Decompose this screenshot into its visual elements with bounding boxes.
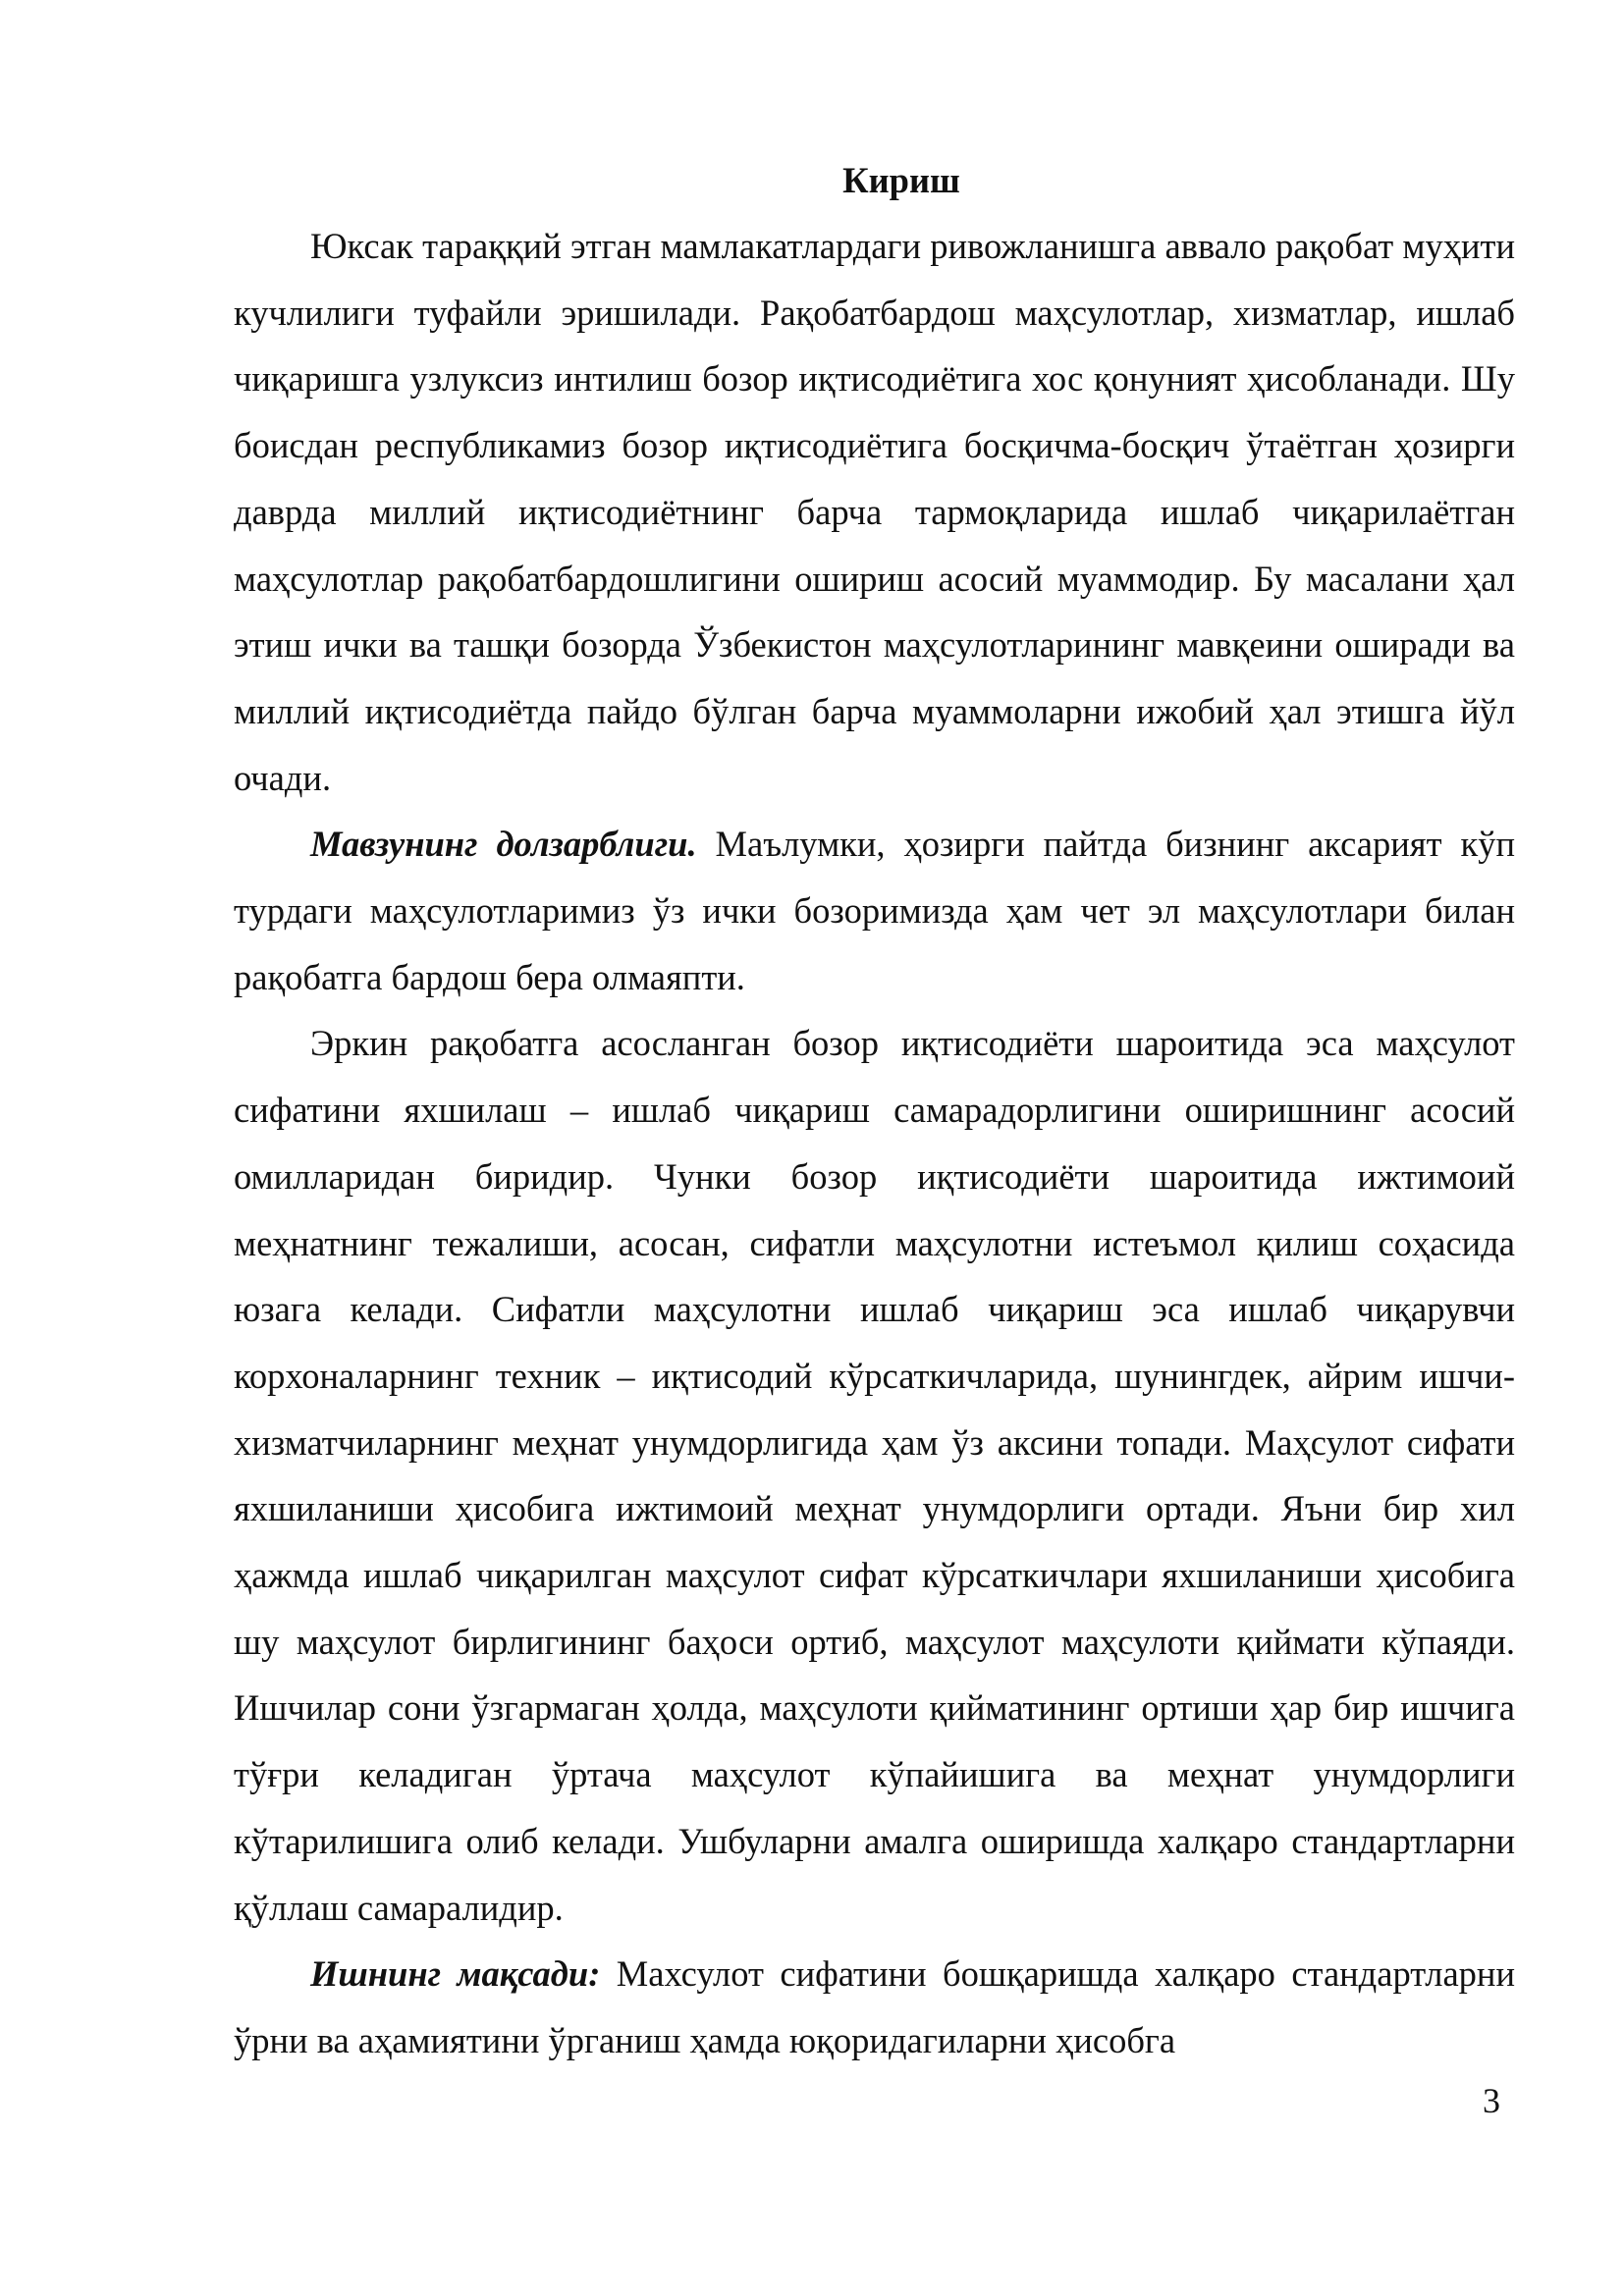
paragraph-introduction — [234, 213, 1515, 811]
paragraph-text: Эркин рақобатга асосланган бозор иқтисодиёти шароитида эса маҳсулот сифатини яхшилаш – ишлаб чиқариш самарадорлигини оширишнинг асосий омилларидан биридир. Чунки бозор иқтисодиёти шароитида ижтимоий меҳнатнинг тежалиши, асосан, сифатли маҳсулотни истеъмол қилиш соҳасида юзага келади. Сифатли маҳсулотни ишлаб чиқариш эса ишлаб чиқарувчи корхоналарнинг техник – иқтисодий кўрсаткичларида, шунингдек, айрим ишчи-хизматчиларнинг меҳнат унумдорлигида ҳам ўз аксини топади. Маҳсулот сифати яхшиланиши ҳисобига ижтимоий меҳнат унумдорлиги ортади. Яъни бир хил ҳажмда ишлаб чиқарилган маҳсулот сифат кўрсаткичлари яхшиланиши ҳисобига шу маҳсулот бирлигининг баҳоси ортиб, маҳсулот маҳсулоти қиймати кўпаяди. Ишчилар сони ўзгармаган ҳолда, маҳсулоти қийматининг ортиши ҳар бир ишчига тўғри келадиган ўртача маҳсулот кўпайишига ва меҳнат унумдорлиги кўтарилишига олиб келади. Ушбуларни амалга оширишда халқаро стандартларни қўллаш самаралидир. — [234, 1023, 1515, 1928]
paragraph-lead: Мавзунинг долзарблиги. — [310, 824, 697, 865]
page-body — [234, 147, 1515, 2074]
paragraph-lead: Ишнинг мақсади: — [310, 1953, 601, 1995]
section-heading: Кириш — [842, 160, 960, 200]
paragraph-text: Юксак тараққий этган мамлакатлардаги ривожланишга аввало рақобат муҳити кучлилиги туфайли эришилади. Рақобатбардош маҳсулотлар, хизматлар, ишлаб чиқаришга узлуксиз интилиш бозор иқтисодиётига хос қонуният ҳисобланади. Шу боисдан республикамиз бозор иқтисодиётига босқичма-босқич ўтаётган ҳозирги даврда миллий иқтисодиётнинг барча тармоқларида ишлаб чиқарилаётган маҳсулотлар рақобатбардошлигини ошириш асосий муаммодир. Бу масалани ҳал этиш ички ва ташқи бозорда Ўзбекистон маҳсулотларининг мавқеини оширади ва миллий иқтисодиётда пайдо бўлган барча муаммоларни ижобий ҳал этишга йўл очади. — [234, 226, 1515, 798]
paragraph-text: Махсулот сифатини бошқаришда халқаро стандартларни ўрни ва аҳамиятини ўрганиш ҳамда юқоридагиларни ҳисобга — [234, 1953, 1515, 2060]
paragraph-text: Маълумки, ҳозирги пайтда бизнинг аксарият кўп турдаги маҳсулотларимиз ўз ички бозоримизда ҳам чет эл маҳсулотлари билан рақобатга бардош бера олмаяпти. — [234, 824, 1515, 997]
paragraph-goal — [234, 1941, 1515, 2073]
paragraph-relevance — [234, 811, 1515, 1010]
paragraph-quality — [234, 1010, 1515, 1941]
page-number: 3 — [1483, 2081, 1500, 2120]
